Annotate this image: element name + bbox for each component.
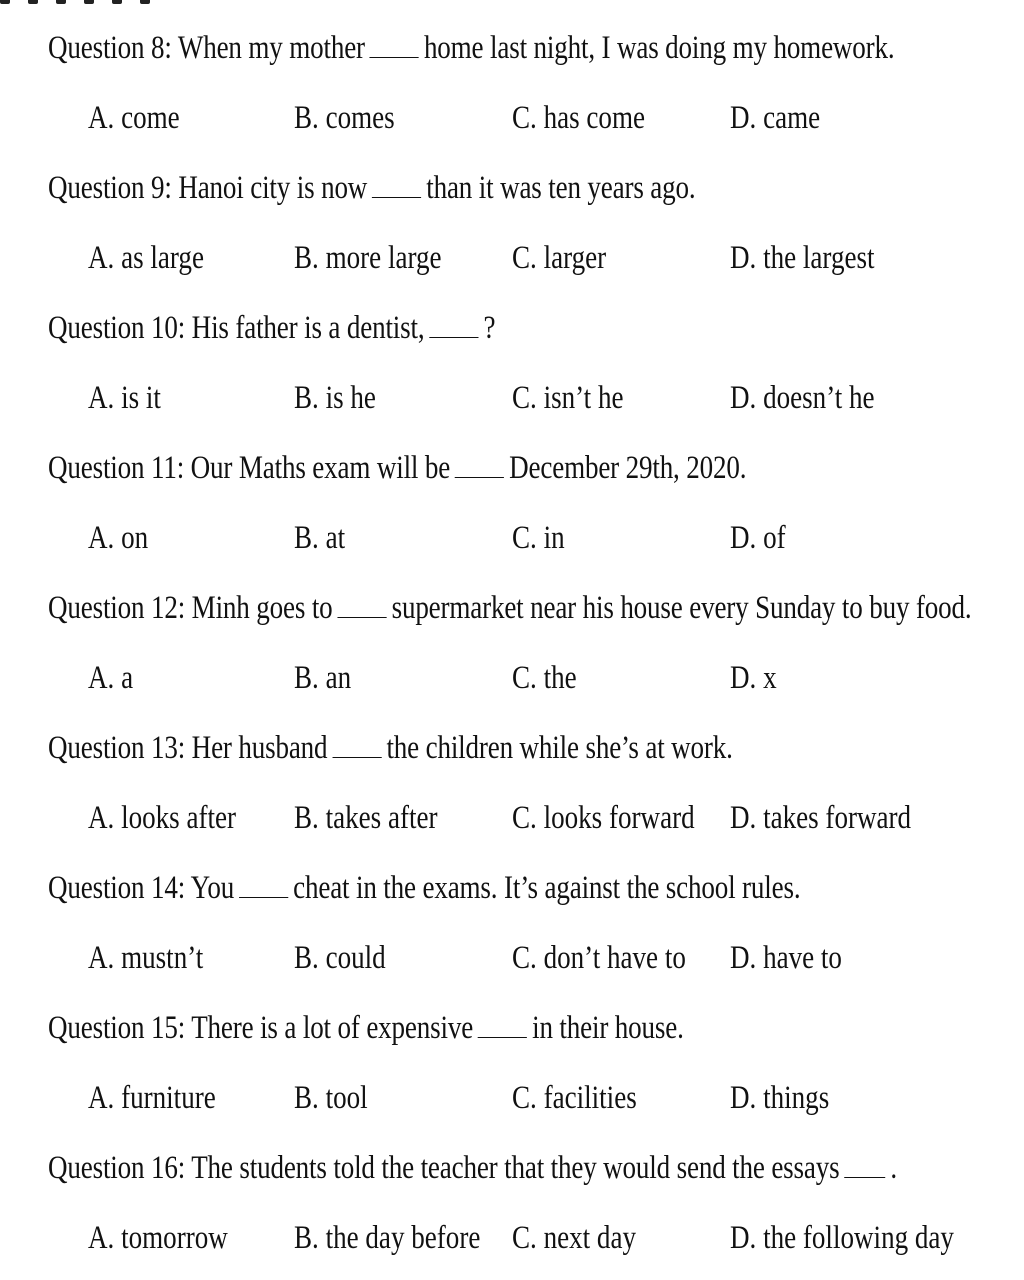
answer-blank (332, 729, 381, 758)
answer-blank (429, 309, 478, 338)
option-a: A. a (88, 660, 134, 696)
question-10 (48, 308, 1008, 418)
option-b: B. takes after (294, 800, 438, 836)
option-c: C. isn’t he (512, 380, 624, 416)
option-a: A. tomorrow (88, 1220, 228, 1256)
question-stem (48, 728, 835, 768)
question-stem (48, 868, 835, 908)
option-c: C. has come (512, 100, 646, 136)
option-a: A. is it (88, 380, 161, 416)
option-d: D. came (730, 100, 821, 136)
option-d: D. things (730, 1080, 830, 1116)
question-stem (48, 1008, 835, 1048)
stem-text-before: Question 13: Her husband (48, 730, 328, 766)
question-9 (48, 168, 1008, 278)
answer-blank (455, 449, 504, 478)
question-15 (48, 1008, 1008, 1118)
option-b: B. is he (294, 380, 376, 416)
option-c: C. larger (512, 240, 607, 276)
stem-text-after: in their house. (532, 1010, 684, 1046)
answer-options (48, 658, 1008, 698)
option-a: A. furniture (88, 1080, 216, 1116)
answer-options (48, 1218, 1008, 1258)
option-c: C. next day (512, 1220, 637, 1256)
option-a: A. as large (88, 240, 204, 276)
answer-blank (478, 1009, 527, 1038)
question-8 (48, 28, 1008, 138)
answer-options (48, 938, 1008, 978)
stem-text-before: Question 10: His father is a dentist, (48, 310, 425, 346)
stem-text-after: December 29th, 2020. (509, 450, 747, 486)
stem-text-after: ? (483, 310, 496, 346)
answer-blank (337, 589, 386, 618)
option-a: A. come (88, 100, 180, 136)
option-c: C. looks forward (512, 800, 695, 836)
answer-blank (370, 29, 419, 58)
question-13 (48, 728, 1008, 838)
option-d: D. the following day (730, 1220, 954, 1256)
option-d: D. have to (730, 940, 842, 976)
question-stem (48, 448, 835, 488)
answer-options (48, 378, 1008, 418)
option-c: C. in (512, 520, 565, 556)
stem-text-before: Question 12: Minh goes to (48, 590, 333, 626)
question-12 (48, 588, 1008, 698)
stem-text-before: Question 11: Our Maths exam will be (48, 450, 451, 486)
stem-text-before: Question 16: The students told the teacher that they would send the essays (48, 1150, 840, 1186)
cropped-previous-line (0, 0, 260, 4)
answer-options (48, 798, 1008, 838)
stem-text-before: Question 8: When my mother (48, 30, 365, 66)
option-d: D. x (730, 660, 777, 696)
answer-options (48, 518, 1008, 558)
option-d: D. takes forward (730, 800, 912, 836)
option-b: B. could (294, 940, 386, 976)
stem-text-before: Question 14: You (48, 870, 235, 906)
stem-text-after: supermarket near his house every Sunday to buy food. (391, 590, 972, 626)
question-14 (48, 868, 1008, 978)
answer-blank (844, 1149, 885, 1178)
option-a: A. on (88, 520, 149, 556)
option-b: B. more large (294, 240, 442, 276)
option-b: B. tool (294, 1080, 368, 1116)
option-c: C. facilities (512, 1080, 637, 1116)
option-b: B. at (294, 520, 346, 556)
stem-text-after: than it was ten years ago. (426, 170, 696, 206)
question-11 (48, 448, 1008, 558)
stem-text-after: . (890, 1150, 897, 1186)
option-b: B. the day before (294, 1220, 481, 1256)
answer-options (48, 238, 1008, 278)
question-stem (48, 588, 972, 628)
stem-text-before: Question 9: Hanoi city is now (48, 170, 368, 206)
option-c: C. the (512, 660, 577, 696)
option-a: A. looks after (88, 800, 237, 836)
stem-text-after: home last night, I was doing my homework. (423, 30, 895, 66)
question-stem (48, 1148, 897, 1188)
answer-blank (239, 869, 288, 898)
answer-blank (372, 169, 421, 198)
question-stem (48, 308, 835, 348)
stem-text-after: the children while she’s at work. (386, 730, 733, 766)
answer-options (48, 1078, 1008, 1118)
option-d: D. the largest (730, 240, 875, 276)
option-a: A. mustn’t (88, 940, 204, 976)
stem-text-after: cheat in the exams. It’s against the school rules. (293, 870, 801, 906)
option-c: C. don’t have to (512, 940, 686, 976)
answer-options (48, 98, 1008, 138)
question-stem (48, 28, 895, 68)
question-16 (48, 1148, 1008, 1258)
option-b: B. comes (294, 100, 395, 136)
question-stem (48, 168, 835, 208)
stem-text-before: Question 15: There is a lot of expensive (48, 1010, 474, 1046)
option-d: D. of (730, 520, 786, 556)
option-d: D. doesn’t he (730, 380, 875, 416)
option-b: B. an (294, 660, 352, 696)
